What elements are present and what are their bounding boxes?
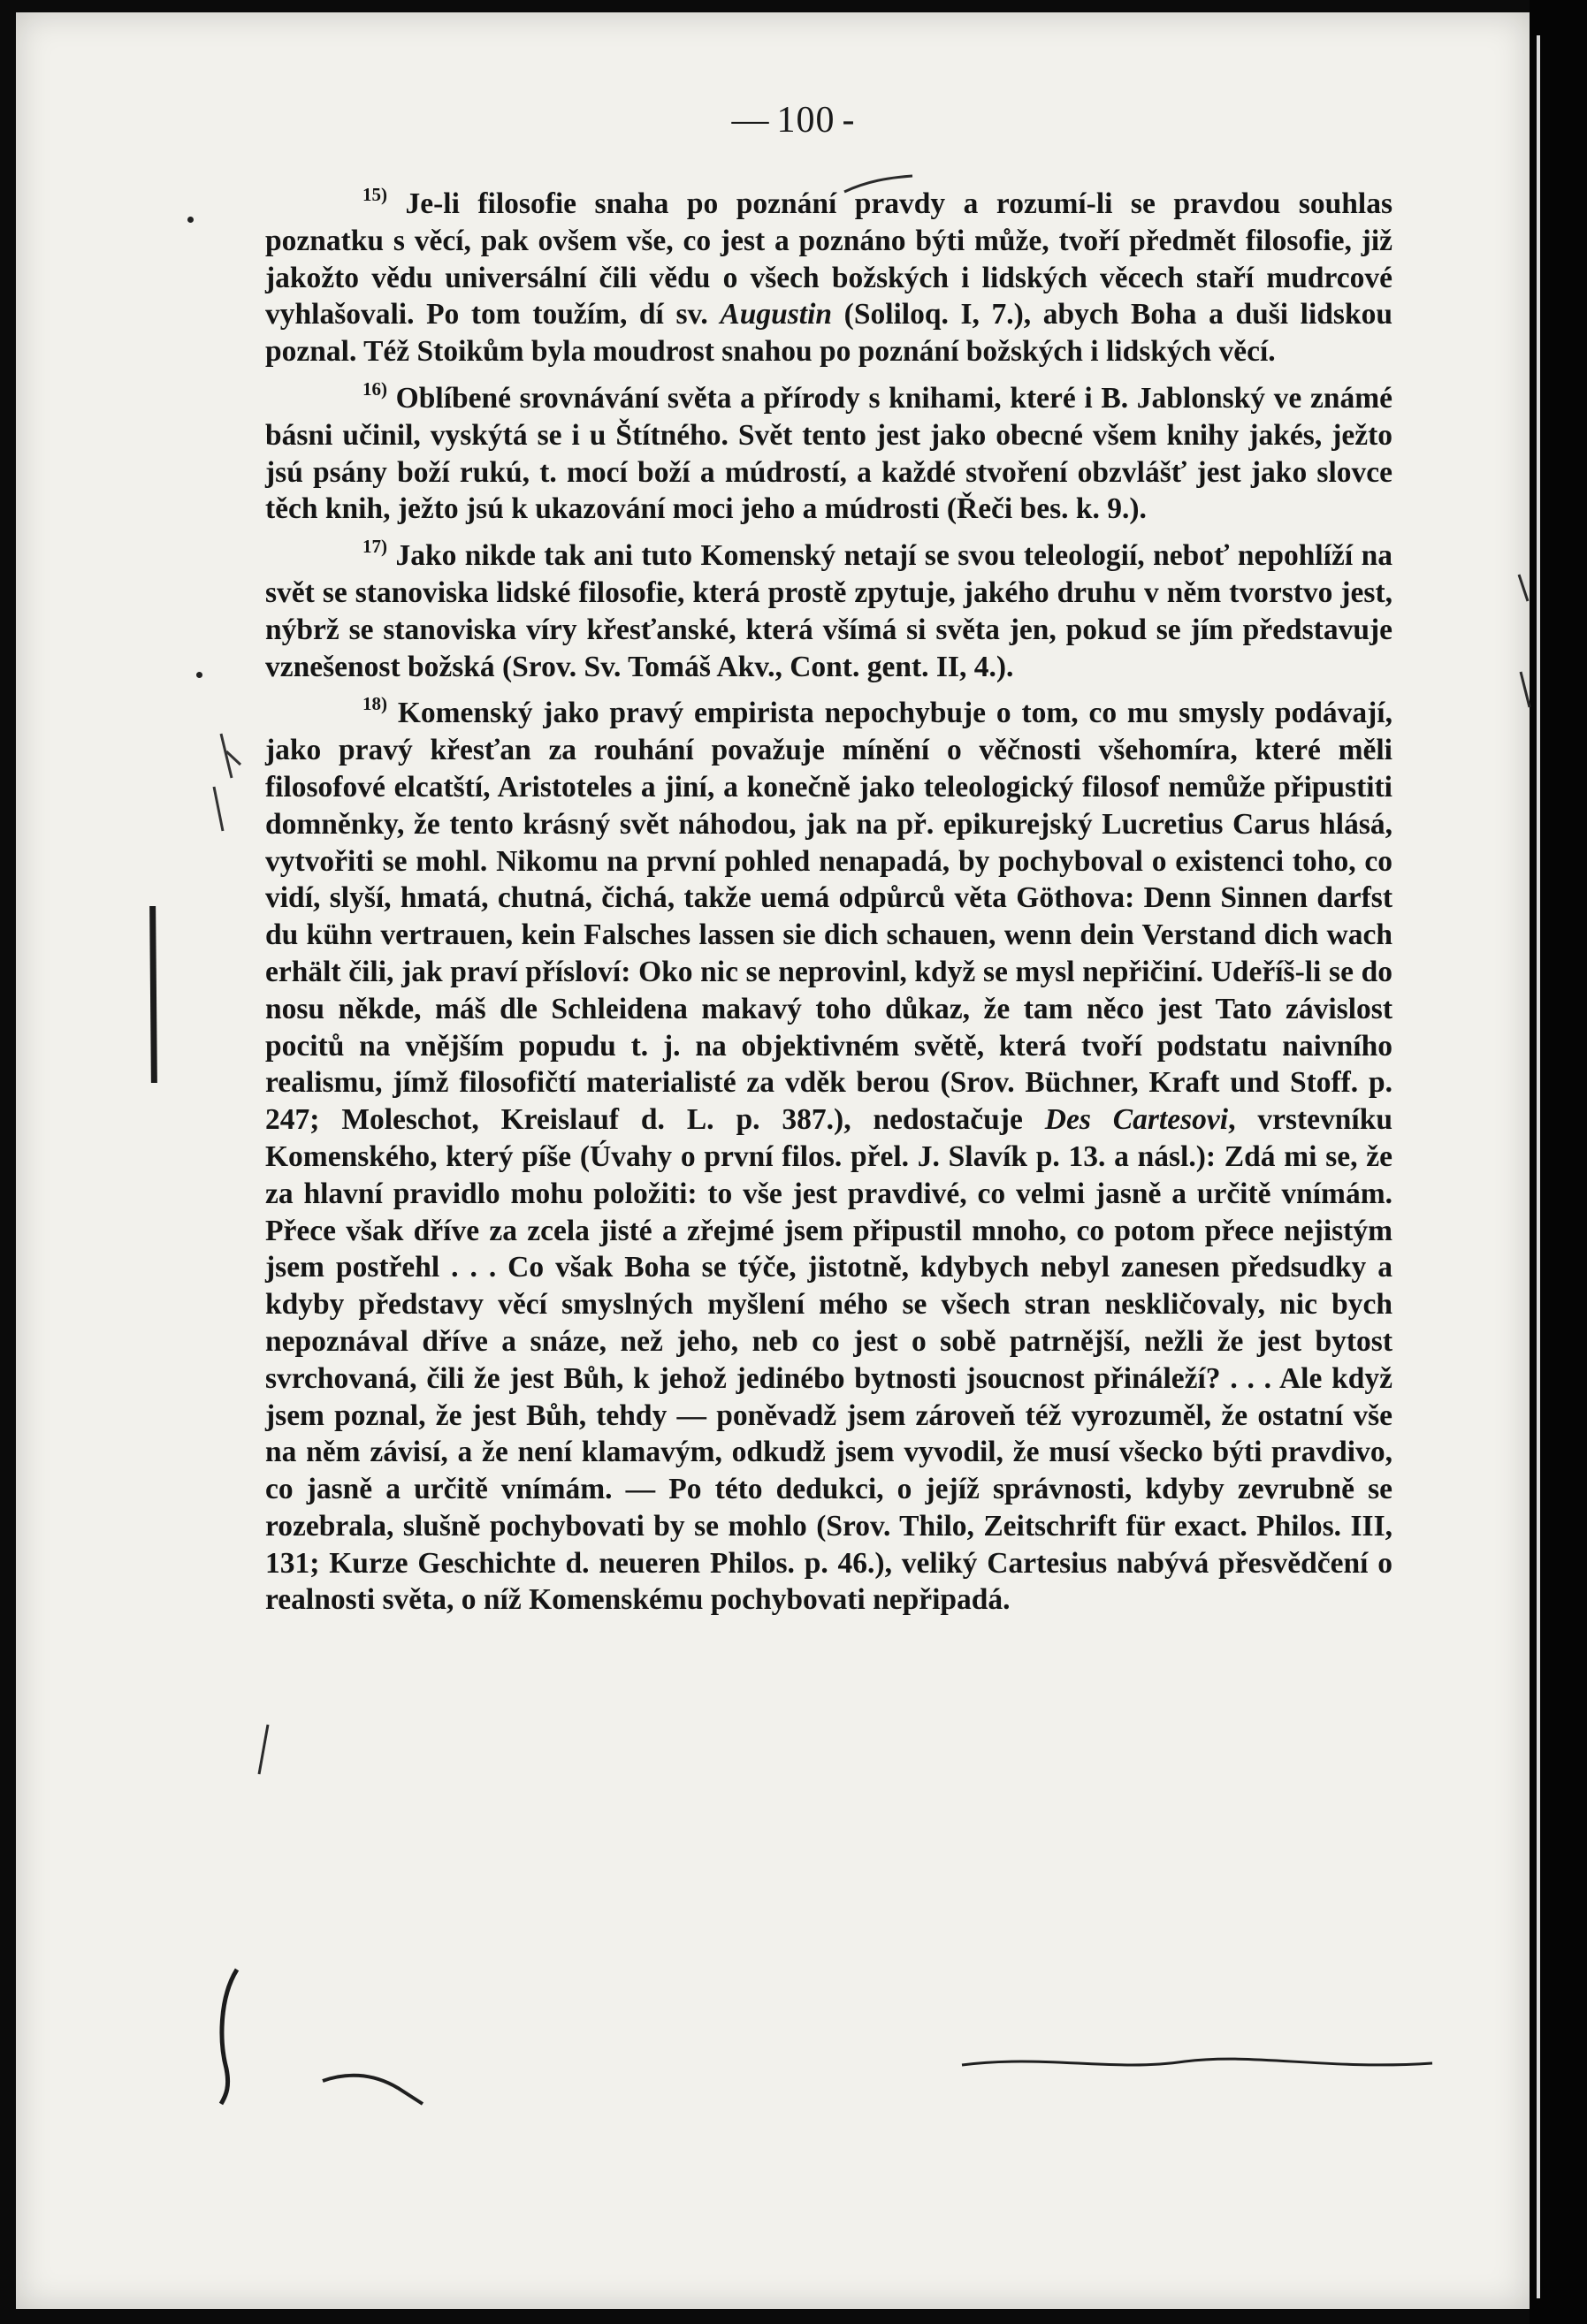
page-number [0, 99, 1587, 141]
footnote-18 [265, 695, 1392, 1619]
margin-pencil-mark [205, 725, 258, 866]
footnote-text: Komenský jako pravý empirista nepochybuje o tom, co mu smysly podávají, jako pravý křesťan za rouhání považuje mínění o věčnosti všehomíra, které měli filosofové elcatští, Aristoteles a jiní, a konečně jako teleologický filosof nemůže připustiti domněnky, že tento krásný svět náhodou, jak na př. epikurejský Lucretius Carus hlásá, vytvořiti se mohl. Nikomu na první pohled nenapadá, by pochyboval o existenci toho, co vidí, slyší, hmatá, chutná, čichá, takže uemá odpůrců věta Göthova: Denn Sinnen darfst du kühn vertrauen, kein Falsches lassen sie dich schauen, wenn dein Verstand dich wach erhält čili, jak praví přísloví: Oko nic se neprovinl, když se mysl nepřičiní. Udeříš-li se do nosu někde, máš dle Schleidena makavý toho důkaz, že tam něco jest Tato závislost pocitů na vnějším popudu t. j. na objektivném světě, která tvoří podstatu naivního realismu, jímž filosofičtí materialisté za vděk berou (Srov. Büchner, Kraft und Stoff. p. 247; Moleschot, Kreislauf d. L. p. 387.), nedostačuje [265, 697, 1392, 1137]
footnote-marker: 15) [362, 184, 387, 205]
margin-dot-top [187, 217, 194, 223]
footnote-text: Jako nikde tak ani tuto Komenský netají se svou teleologií, neboť nepohlíží na svět se stanoviska lidské filosofie, která prostě zpytuje, jakého druhu v něm tvorstvo jest, nýbrž se stanoviska víry křesťanské, která všímá si světa jen, pokud se jím představuje vznešenost božská (Srov. Sv. Tomáš Akv., Cont. gent. II, 4.). [265, 539, 1392, 683]
footnote-text: Je-li filosofie snaha po poznání pravdy a rozumí-li se pravdou souhlas poznatku s věcí, pak ovšem vše, co jest a poznáno býti může, tvoří předmět filosofie, již jakožto vědu universální čili vědu o všech božských i lidských věcech staří mudrcové vyhlašovali. Po tom toužím, dí sv. [265, 187, 1392, 331]
footnotes [265, 186, 1392, 1628]
footnote-text: , vrstevníku Komenského, který píše (Úvahy o první filos. přel. J. Slavík p. 13. a násl.): Zdá mi se, že za hlavní pravidlo mohu položiti: to vše jest pravdivé, co velmi jasně a určitě vnímám. Přece však dříve za zcela jisté a zřejmé jsem připustil mnoho, co potom přece nejistým jsem postřehl . . . Co však Boha se týče, jistotně, kdybych nebyl zanesen předsudky a kdyby představy věcí smyslných myšlení mého se všech stran neskličovaly, nic bych nepoznával dříve a snáze, než jeho, neb co jest o sobě patrnější, nežli že jest bytost svrchovaná, čili že jest Bůh, k jehož jedinébo bytnosti jsoucnost přináleží? . . . Ale když jsem poznal, že jest Bůh, tehdy — poněvadž jsem zároveň též vyrozuměl, že ostatní vše na něm závisí, a že není klamavým, odkudž jsem vyvodil, že musí všecko býti pravdivo, co jasně a určitě vnímám. — Po této dedukci, o jejíž správnosti, kdyby zevrubně se rozebrala, slušně pochybovati by se mohlo (Srov. Thilo, Zeitschrift für exact. Philos. III, 131; Kurze Geschichte d. neueren Philos. p. 46.), veliký Cartesius nabývá přesvědčení o realnosti světa, o níž Komenskému pochybovati nepřipadá. [265, 1103, 1392, 1617]
footnote-emphasis: Des Cartesovi [1044, 1103, 1229, 1137]
page-number-dash-left: — [731, 100, 770, 141]
margin-tick-mark [252, 1719, 287, 1781]
bottom-pencil-mark [318, 2069, 433, 2113]
footnote-17 [265, 537, 1392, 685]
footnote-text: (Soliloq. I, 7.), abych Boha a duši lidskou poznal. Též Stoikům byla moudrost snahou po poznání božských i lidských věcí. [265, 298, 1392, 369]
page-number-value: 100 [776, 100, 835, 141]
top-pencil-mark [840, 172, 919, 199]
scan-edge-line [1537, 35, 1540, 2298]
page-number-dash-right: - [842, 100, 856, 141]
right-edge-tick [1512, 566, 1538, 743]
footnote-marker: 17) [362, 536, 387, 558]
footnote-emphasis: Augustin [720, 298, 833, 331]
footnote-15 [265, 186, 1392, 370]
footnote-text: Oblíbené srovnávání světa a přírody s knihami, které i B. Jablonský ve známé básni učinil, vyskýtá se i u Štítného. Svět tento jest jako obecné všem knihy jakés, ježto jsú psány boží rukú, t. mocí boží a múdrostí, a každé stvoření obzvlášť jest jako slovce těch knih, ježto jsú k ukazování moci jeho a múdrosti (Řeči bes. k. 9.). [265, 381, 1392, 526]
footnote-marker: 18) [362, 693, 387, 715]
margin-bracket-mark [210, 1962, 263, 2113]
margin-dot-middle [196, 672, 202, 678]
footnote-marker: 16) [362, 377, 387, 400]
footnote-16 [265, 377, 1392, 528]
underline-pencil-mark [955, 2053, 1450, 2088]
